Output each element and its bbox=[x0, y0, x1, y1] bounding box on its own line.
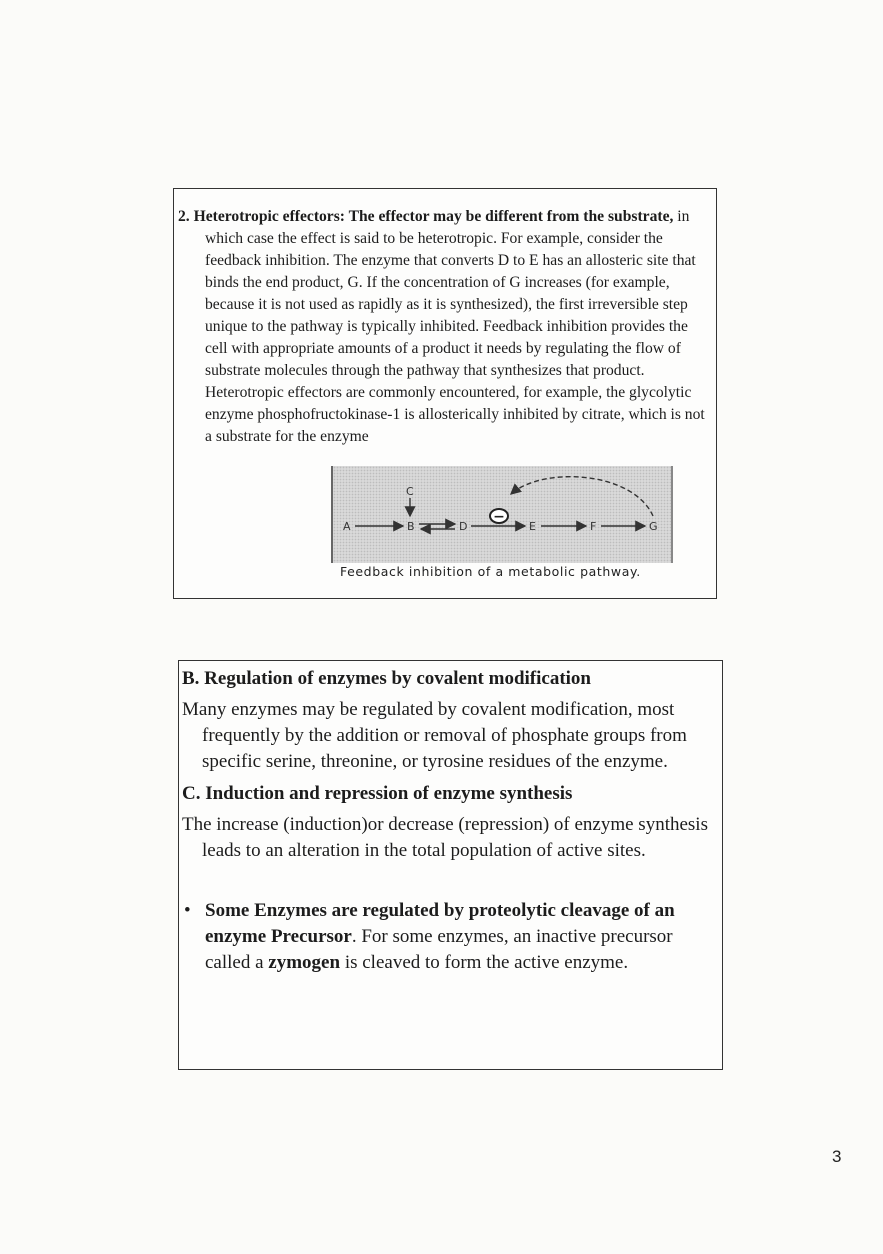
slide-heterotropic-effectors bbox=[173, 188, 717, 599]
inhibition-minus: − bbox=[493, 509, 505, 525]
section-c-body: The increase (induction)or decrease (repression) of enzyme synthesis leads to an alteration in the total population of active sites. bbox=[182, 814, 708, 861]
pathway-svg bbox=[333, 466, 671, 563]
section-b-body: Many enzymes may be regulated by covalent modification, most frequently by the addition or removal of phosphate groups from specific serine, threonine, or tyrosine residues of the enzyme. bbox=[182, 699, 687, 772]
regulation-content bbox=[182, 666, 714, 976]
metabolite-b: B bbox=[407, 520, 415, 533]
heterotropic-body: in which case the effect is said to be heterotropic. For example, consider the feedback inhibition. The enzyme that converts D to E has an allosteric site that binds the end product, G. If the concentration of G increases (for example, because it is not used as rapidly as it is synthesized), the first irreversible step unique to the pathway is typically inhibited. Feedback inhibition provides the cell with appropriate amounts of a product it needs by regulating the flow of substrate molecules through the pathway that synthesizes that product. Heterotropic effectors are commonly encountered, for example, the glycolytic enzyme phosphofructokinase-1 is allosterically inhibited by citrate, which is not a substrate for the enzyme bbox=[205, 208, 705, 445]
metabolite-d: D bbox=[459, 520, 468, 533]
feedback-inhibition-diagram bbox=[331, 466, 673, 563]
zymogen-bullet bbox=[182, 898, 714, 976]
bullet-lead: Some Enzymes are regulated by proteolytic cleavage of an enzyme Precursor bbox=[205, 900, 675, 947]
metabolite-e: E bbox=[529, 520, 536, 533]
section-b-heading: B. Regulation of enzymes by covalent modification bbox=[182, 668, 592, 689]
figure-caption: Feedback inhibition of a metabolic pathway. bbox=[340, 564, 641, 579]
metabolite-g: G bbox=[649, 520, 658, 533]
metabolite-f: F bbox=[590, 520, 597, 533]
metabolite-a: A bbox=[343, 520, 351, 533]
section-c-heading: C. Induction and repression of enzyme synthesis bbox=[182, 783, 573, 804]
slide-enzyme-regulation bbox=[178, 660, 723, 1070]
page-number: 3 bbox=[832, 1147, 842, 1166]
metabolite-c: C bbox=[406, 485, 414, 498]
heterotropic-heading: Heterotropic effectors: The effector may be different from the substrate, bbox=[193, 208, 674, 225]
zymogen-term: zymogen bbox=[268, 952, 341, 973]
item-number: 2. bbox=[178, 208, 190, 225]
feedback-arrow bbox=[511, 477, 653, 516]
bullet-text-1: . For some enzymes, an inactive precursor called a bbox=[205, 926, 673, 973]
heterotropic-text bbox=[178, 206, 713, 448]
bullet-dot: • bbox=[184, 900, 191, 921]
bullet-text-2: is cleaved to form the active enzyme. bbox=[340, 952, 629, 973]
heterotropic-paragraph bbox=[178, 206, 713, 448]
